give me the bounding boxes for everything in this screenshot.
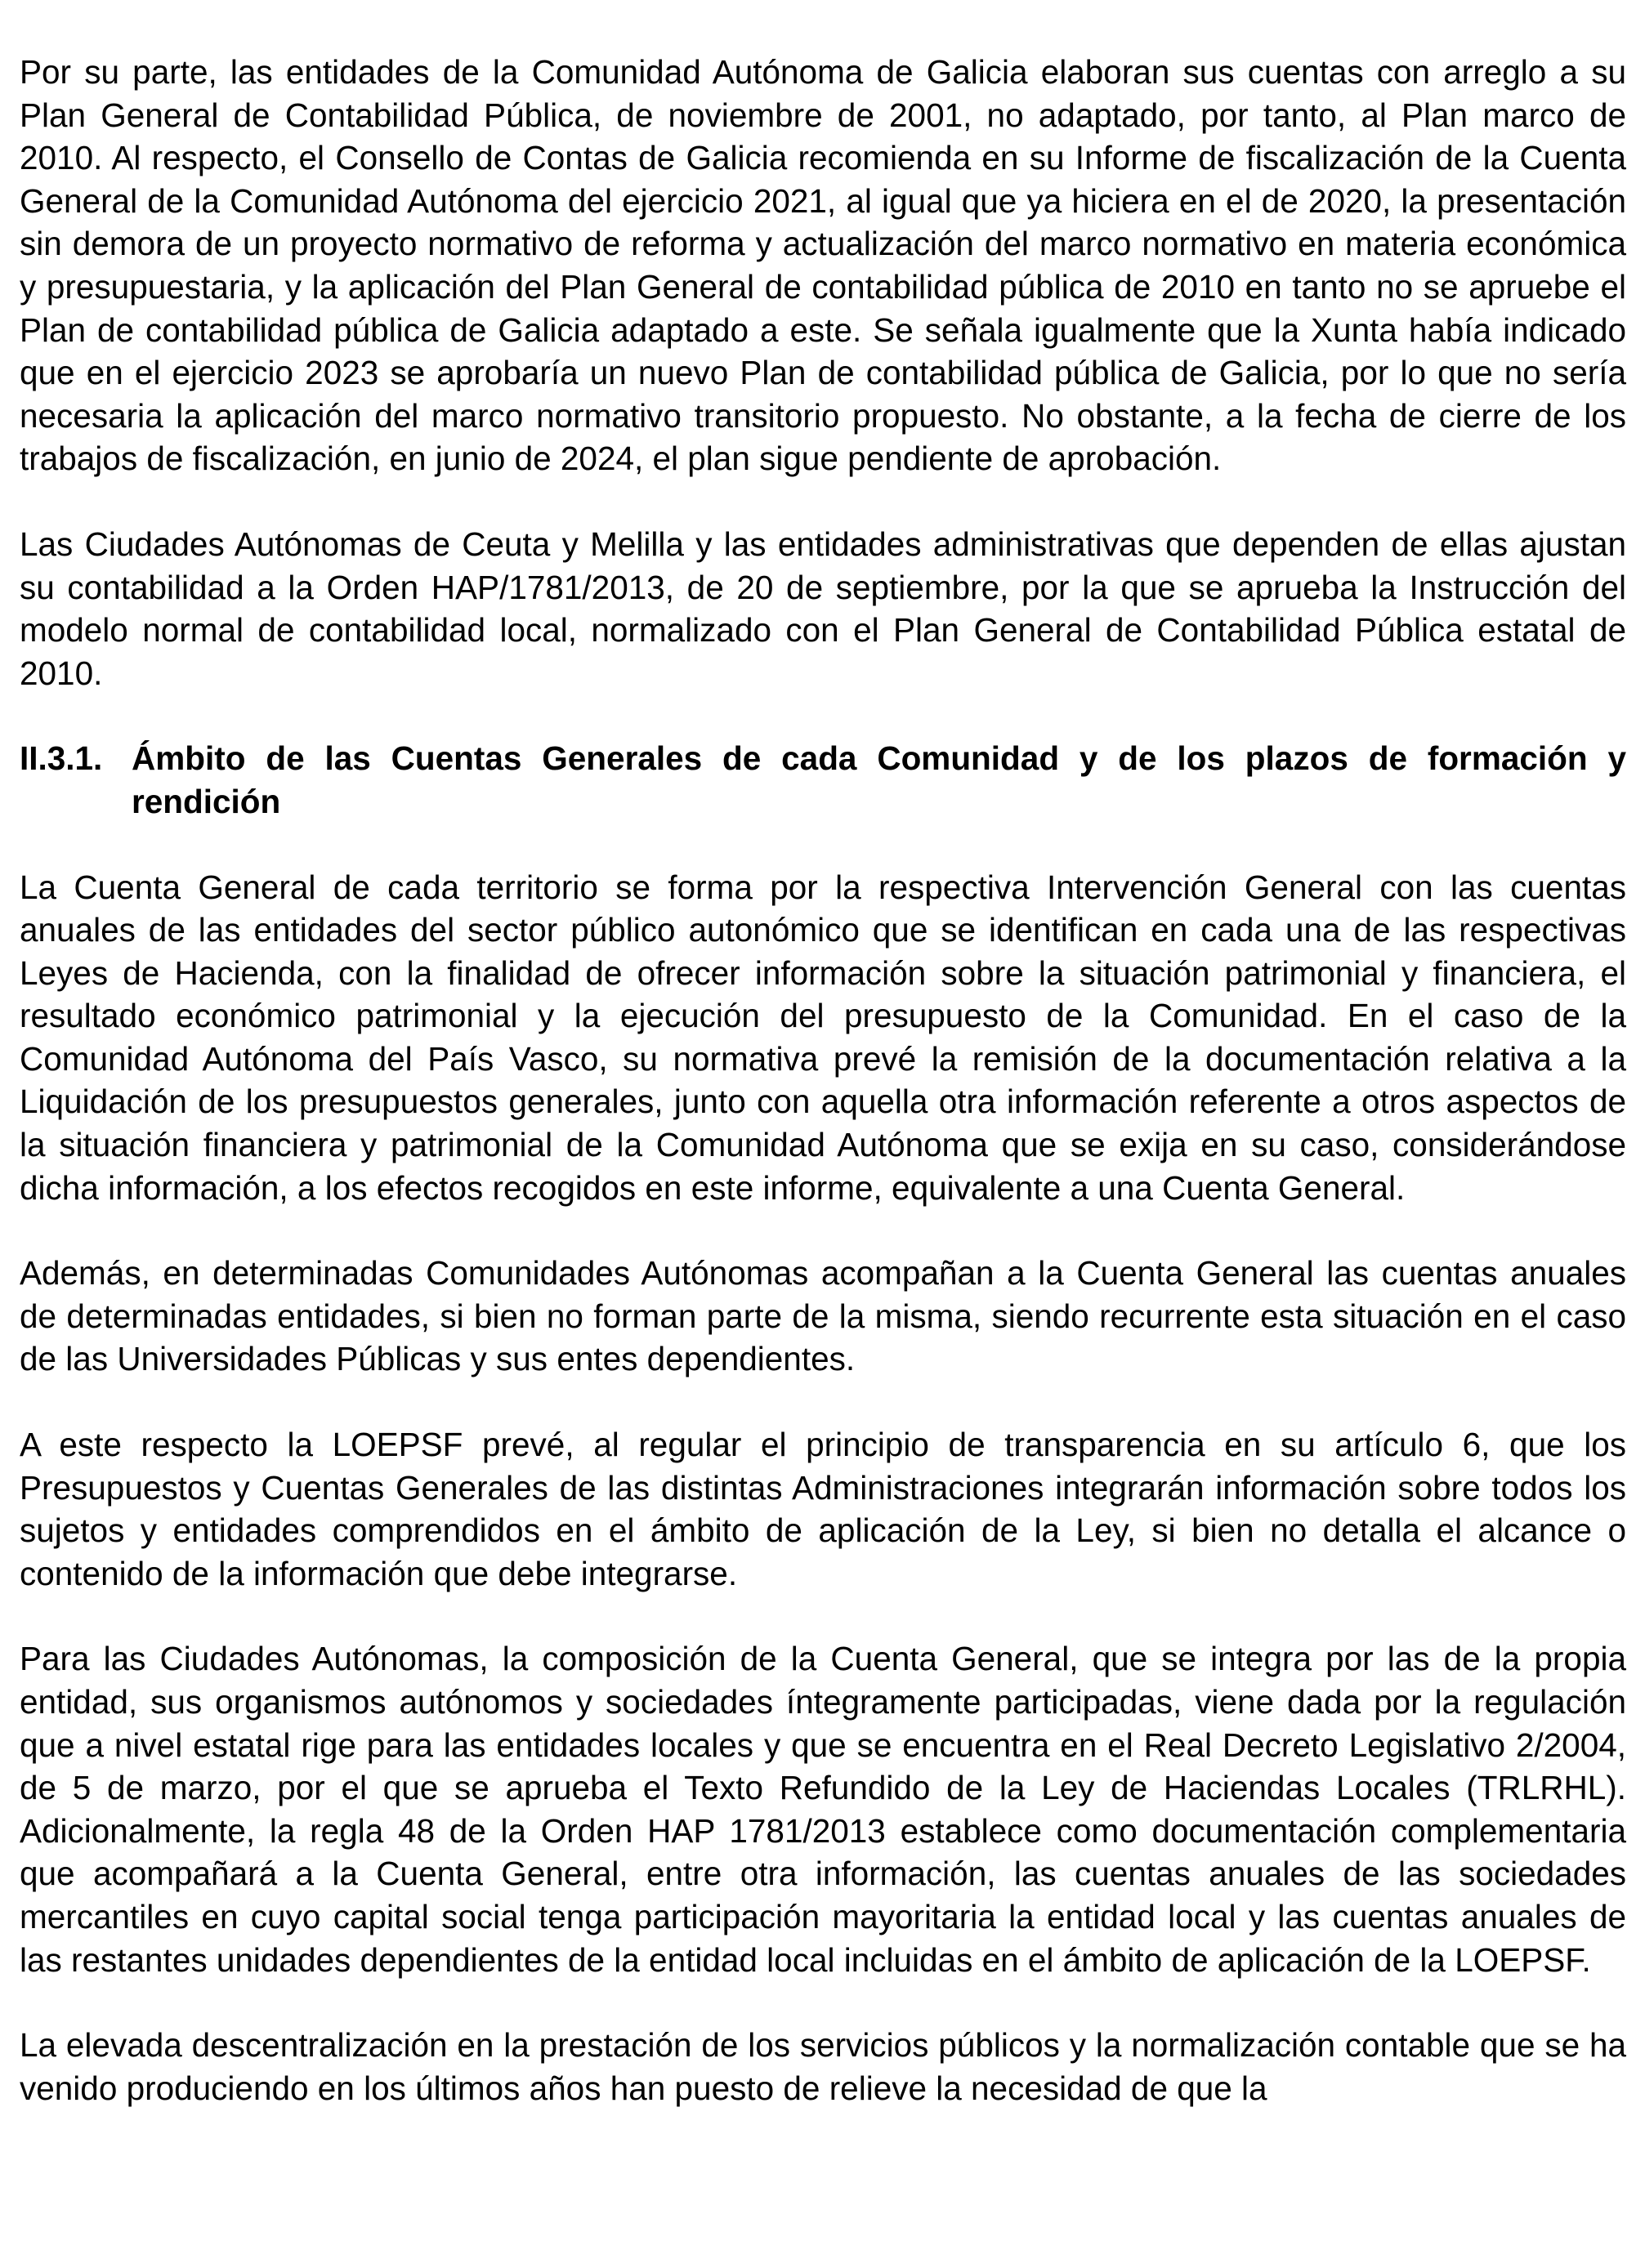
section-heading (20, 737, 1626, 823)
paragraph-ceuta-melilla: Las Ciudades Autónomas de Ceuta y Melilla y las entidades administrativas que dependen de ellas ajustan su contabilidad a la Orden HAP/1781/2013, de 20 de septiembre, por la que se aprueba la Instrucción del modelo normal de contabilidad local, normalizado con el Plan General de Contabilidad Pública estatal de 2010. (20, 525, 1626, 692)
paragraph-universidades: Además, en determinadas Comunidades Autónomas acompañan a la Cuenta General las cuentas anuales de determinadas entidades, si bien no forman parte de la misma, siendo recurrente esta situación en el caso de las Universidades Públicas y sus entes dependientes. (20, 1254, 1626, 1378)
paragraph-descentralizacion: La elevada descentralización en la prestación de los servicios públicos y la normalización contable que se ha venido produciendo en los últimos años han puesto de relieve la necesidad de que la (20, 2026, 1626, 2107)
section-title: Ámbito de las Cuentas Generales de cada Comunidad y de los plazos de formación y rendición (132, 739, 1626, 820)
paragraph-loepsf-transparency: A este respecto la LOEPSF prevé, al regular el principio de transparencia en su artículo 6, que los Presupuestos y Cuentas Generales de las distintas Administraciones integrarán información sobre todos los sujetos y entidades comprendidos en el ámbito de aplicación de la Ley, si bien no detalla el alcance o contenido de la información que debe integrarse. (20, 1426, 1626, 1592)
document-page (20, 51, 1626, 2110)
section-number: II.3.1. (20, 739, 103, 778)
paragraph-cuenta-general-formation: La Cuenta General de cada territorio se forma por la respectiva Intervención General con las cuentas anuales de las entidades del sector público autonómico que se identifican en cada una de las respectivas Leyes de Hacienda, con la finalidad de ofrecer información sobre la situación patrimonial y financiera, el resultado económico patrimonial y la ejecución del presupuesto de la Comunidad. En el caso de la Comunidad Autónoma del País Vasco, su normativa prevé la remisión de la documentación relativa a la Liquidación de los presupuestos generales, junto con aquella otra información referente a otros aspectos de la situación financiera y patrimonial de la Comunidad Autónoma que se exija en su caso, considerándose dicha información, a los efectos recogidos en este informe, equivalente a una Cuenta General. (20, 868, 1626, 1207)
paragraph-galicia-accounting: Por su parte, las entidades de la Comunidad Autónoma de Galicia elaboran sus cuentas con arreglo a su Plan General de Contabilidad Pública, de noviembre de 2001, no adaptado, por tanto, al Plan marco de 2010. Al respecto, el Consello de Contas de Galicia recomienda en su Informe de fiscalización de la Cuenta General de la Comunidad Autónoma del ejercicio 2021, al igual que ya hiciera en el de 2020, la presentación sin demora de un proyecto normativo de reforma y actualización del marco normativo en materia económica y presupuestaria, y la aplicación del Plan General de contabilidad pública de 2010 en tanto no se apruebe el Plan de contabilidad pública de Galicia adaptado a este. Se señala igualmente que la Xunta había indicado que en el ejercicio 2023 se aprobaría un nuevo Plan de contabilidad pública de Galicia, por lo que no sería necesaria la aplicación del marco normativo transitorio propuesto. No obstante, a la fecha de cierre de los trabajos de fiscalización, en junio de 2024, el plan sigue pendiente de aprobación. (20, 53, 1626, 478)
paragraph-ciudades-autonomas: Para las Ciudades Autónomas, la composición de la Cuenta General, que se integra por las de la propia entidad, sus organismos autónomos y sociedades íntegramente participadas, viene dada por la regulación que a nivel estatal rige para las entidades locales y que se encuentra en el Real Decreto Legislativo 2/2004, de 5 de marzo, por el que se aprueba el Texto Refundido de la Ley de Haciendas Locales (TRLRHL). Adicionalmente, la regla 48 de la Orden HAP 1781/2013 establece como documentación complementaria que acompañará a la Cuenta General, entre otra información, las cuentas anuales de las sociedades mercantiles en cuyo capital social tenga participación mayoritaria la entidad local y las cuentas anuales de las restantes unidades dependientes de la entidad local incluidas en el ámbito de aplicación de la LOEPSF. (20, 1640, 1626, 1979)
